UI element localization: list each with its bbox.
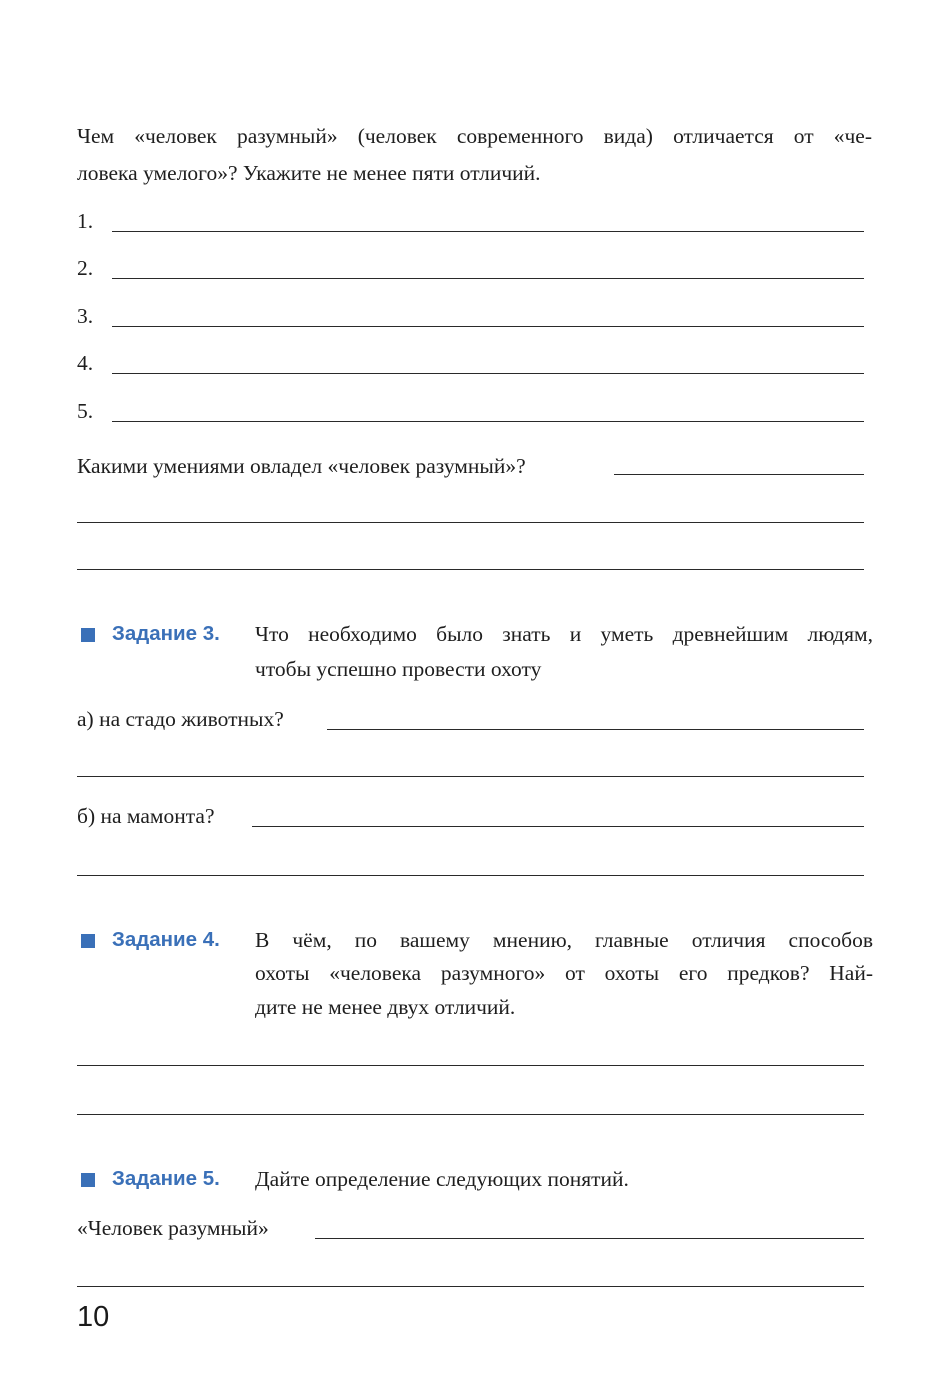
task5-answer-line-1[interactable] bbox=[315, 1238, 864, 1239]
task3-line-1: Что необходимо было знать и уметь древнейшим людям, bbox=[255, 622, 873, 646]
skills-question: Какими умениями овладел «человек разумный»? bbox=[77, 454, 526, 478]
item-number-3: 3. bbox=[77, 304, 94, 328]
answer-line-1[interactable] bbox=[112, 231, 864, 232]
answer-line-3[interactable] bbox=[112, 326, 864, 327]
task4-line-2: охоты «человека разумного» от охоты его предков? Най- bbox=[255, 961, 873, 985]
answer-line-5[interactable] bbox=[112, 421, 864, 422]
task5-term-1: «Человек разумный» bbox=[77, 1216, 269, 1240]
task5-line-1: Дайте определение следующих понятий. bbox=[255, 1167, 629, 1191]
task3-line-2: чтобы успешно провести охоту bbox=[255, 657, 542, 681]
task4-line-1: В чём, по вашему мнению, главные отличия способов bbox=[255, 928, 873, 952]
task5-marker-icon bbox=[81, 1173, 95, 1187]
task4-label: Задание 4. bbox=[112, 928, 220, 951]
task3-question-b: б) на мамонта? bbox=[77, 804, 215, 828]
task3-answer-a-line-2[interactable] bbox=[77, 776, 864, 777]
task5-label: Задание 5. bbox=[112, 1167, 220, 1190]
task5-answer-line-2[interactable] bbox=[77, 1286, 864, 1287]
task4-answer-line-1[interactable] bbox=[77, 1065, 864, 1066]
item-number-2: 2. bbox=[77, 256, 94, 280]
answer-line-2[interactable] bbox=[112, 278, 864, 279]
skills-answer-line-3[interactable] bbox=[77, 569, 864, 570]
task3-label: Задание 3. bbox=[112, 622, 220, 645]
task3-answer-b-line-1[interactable] bbox=[252, 826, 864, 827]
skills-answer-line-1[interactable] bbox=[614, 474, 864, 475]
item-number-5: 5. bbox=[77, 399, 94, 423]
answer-line-4[interactable] bbox=[112, 373, 864, 374]
intro-line-2: ловека умелого»? Укажите не менее пяти отличий. bbox=[77, 161, 541, 185]
task3-question-a: а) на стадо животных? bbox=[77, 707, 284, 731]
task4-answer-line-2[interactable] bbox=[77, 1114, 864, 1115]
item-number-1: 1. bbox=[77, 209, 94, 233]
task4-line-3: дите не менее двух отличий. bbox=[255, 995, 516, 1019]
task3-answer-a-line-1[interactable] bbox=[327, 729, 864, 730]
page-number: 10 bbox=[77, 1301, 110, 1333]
skills-answer-line-2[interactable] bbox=[77, 522, 864, 523]
intro-line-1: Чем «человек разумный» (человек современного вида) отличается от «че- bbox=[77, 124, 872, 148]
task4-marker-icon bbox=[81, 934, 95, 948]
task3-marker-icon bbox=[81, 628, 95, 642]
task3-answer-b-line-2[interactable] bbox=[77, 875, 864, 876]
item-number-4: 4. bbox=[77, 351, 94, 375]
